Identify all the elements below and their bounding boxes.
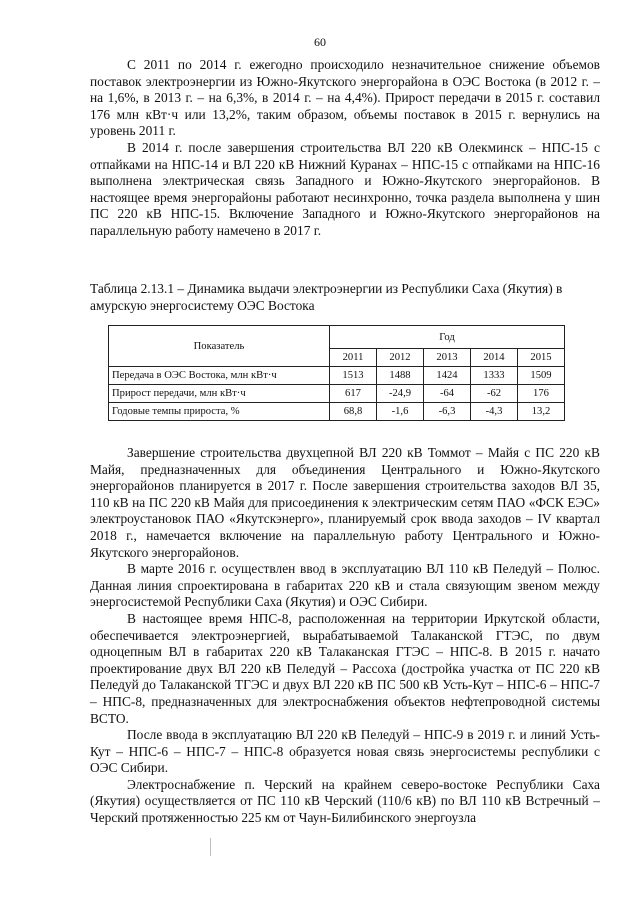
table-cell: 13,2	[518, 403, 565, 421]
table-cell: 1509	[518, 367, 565, 385]
paragraph: В марте 2016 г. осуществлен ввод в эксплуатацию ВЛ 110 кВ Пеледуй – Полюс. Данная линия спроектирована в габаритах 220 кВ и стала связующим звеном между энергосистемой Республики Саха (Якутия) и ОЭС Сибири.	[90, 561, 600, 610]
indicator-header: Показатель	[109, 326, 330, 367]
table-cell: 1513	[330, 367, 377, 385]
table-cell: 68,8	[330, 403, 377, 421]
year-cell: 2014	[471, 349, 518, 367]
row-label: Передача в ОЭС Востока, млн кВт·ч	[109, 367, 330, 385]
table-header-row	[109, 326, 565, 349]
paragraph: С 2011 по 2014 г. ежегодно происходило незначительное снижение объемов поставок электроэнергии из Южно-Якутского энергорайона в ОЭС Востока (в 2012 г. – на 1,6%, в 2013 г. – на 6,3%, в 2014 г. – на 4,4%). Прирост передачи в 2015 г. составил 176 млн кВт·ч или 13,2%, таким образом, объемы поставок в 2015 г. вернулись на уровень 2011 г.	[90, 57, 600, 139]
table-row	[109, 367, 565, 385]
year-header: Год	[330, 326, 565, 349]
power-export-table	[108, 325, 565, 421]
table-cell: 1488	[377, 367, 424, 385]
year-cell: 2013	[424, 349, 471, 367]
row-label: Прирост передачи, млн кВт·ч	[109, 385, 330, 403]
scan-mark	[210, 838, 211, 856]
paragraph: В 2014 г. после завершения строительства ВЛ 220 кВ Олекминск – НПС-15 с отпайками на НПС-14 и ВЛ 220 кВ Нижний Куранах – НПС-15 с отпайками на НПС-16 выполнена электрическая связь Западного и Южно-Якутского энергорайонов. В настоящее время энергорайоны работают несинхронно, точка раздела выполнена у шин ПС 220 кВ НПС-15. Включение Западного и Южно-Якутского энергорайонов на параллельную работу намечено в 2017 г.	[90, 139, 600, 238]
table-row	[109, 403, 565, 421]
paragraph: После ввода в эксплуатацию ВЛ 220 кВ Пеледуй – НПС-9 в 2019 г. и линий Усть-Кут – НПС-6 – НПС-7 – НПС-8 образуется новая связь энергосистемы республики с ОЭС Сибири.	[90, 727, 600, 776]
paragraph: В настоящее время НПС-8, расположенная на территории Иркутской области, обеспечивается электроэнергией, вырабатываемой Талаканской ГТЭС, по двум одноцепным ВЛ в габаритах 220 кВ Талаканская ГТЭС – НПС-8. В 2015 г. начато проектирование двух ВЛ 220 кВ Пеледуй – Рассоха (достройка участка от ПС 220 кВ Пеледуй до Талаканской ТГЭС и двух ВЛ 220 кВ ПС 500 кВ Усть-Кут – НПС-6 – НПС-7 – НПС-8, предназначенных для электроснабжения объектов нефтепроводной системы ВСТО.	[90, 610, 600, 726]
year-cell: 2015	[518, 349, 565, 367]
year-cell: 2011	[330, 349, 377, 367]
table-caption: Таблица 2.13.1 – Динамика выдачи электроэнергии из Республики Саха (Якутия) в амурскую энергосистему ОЭС Востока	[90, 281, 563, 313]
table-cell: -62	[471, 385, 518, 403]
intro-text-block	[90, 57, 600, 240]
table-cell: 1424	[424, 367, 471, 385]
paragraph: Электроснабжение п. Черский на крайнем северо-востоке Республики Саха (Якутия) осуществляется от ПС 110 кВ Черский (110/6 кВ) по ВЛ 110 кВ Встречный – Черский протяженностью 225 км от Чаун-Билибинского энергоузла	[90, 776, 600, 826]
table-cell: 176	[518, 385, 565, 403]
body-text-block	[90, 445, 600, 827]
year-cell: 2012	[377, 349, 424, 367]
table-cell: -4,3	[471, 403, 518, 421]
row-label: Годовые темпы прироста, %	[109, 403, 330, 421]
table-cell: -6,3	[424, 403, 471, 421]
paragraph: Завершение строительства двухцепной ВЛ 220 кВ Томмот – Майя с ПС 220 кВ Майя, предназначенных для объединения Центрального и Южно-Якутского энергорайонов планируется в 2017 г. После завершения строительства заходов ВЛ 35, 110 кВ на ПС 220 кВ Майя для присоединения к электрическим сетям ПАО «ФСК ЕЭС» электроустановок ПАО «Якутскэнерго», планируемый срок ввода заходов – IV квартал 2018 г., намечается включение на параллельную работу Центрального и Южно-Якутского энергорайонов.	[90, 445, 600, 560]
table-cell: -64	[424, 385, 471, 403]
table-cell: 1333	[471, 367, 518, 385]
table-row	[109, 385, 565, 403]
table-cell: 617	[330, 385, 377, 403]
page-number: 60	[314, 35, 326, 49]
table-cell: -24,9	[377, 385, 424, 403]
table-cell: -1,6	[377, 403, 424, 421]
